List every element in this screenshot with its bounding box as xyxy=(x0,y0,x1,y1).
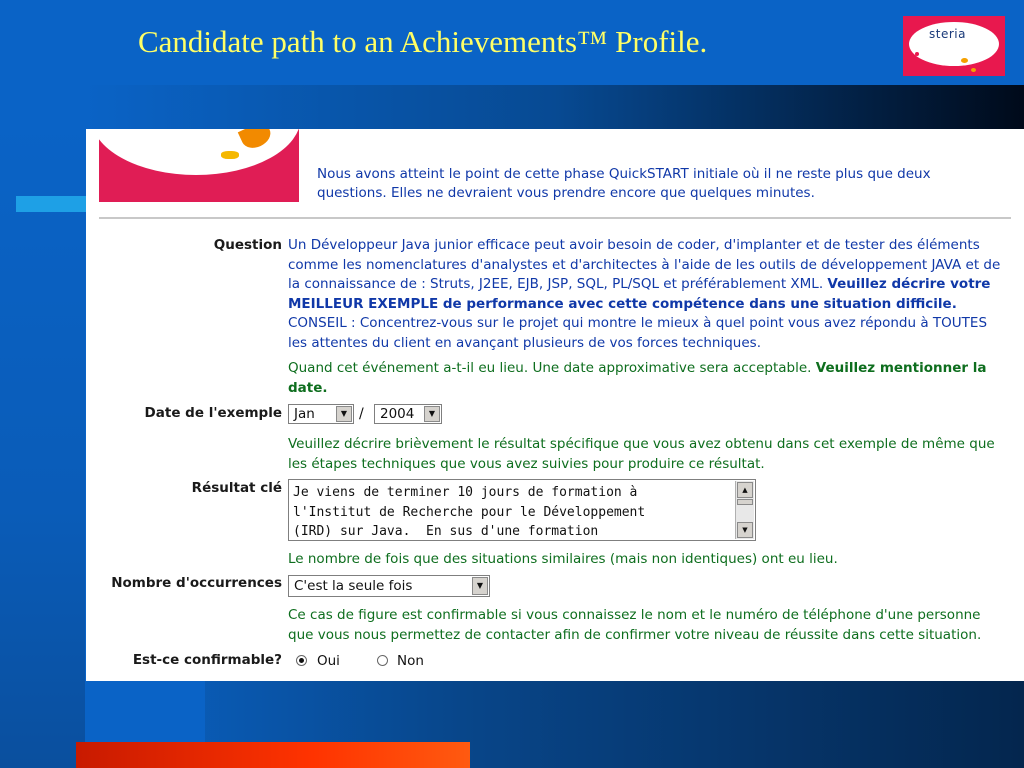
date-hint-bold: Veuillez mentionner la date. xyxy=(288,360,987,396)
top-gradient-band xyxy=(85,85,1024,129)
scroll-up-icon[interactable]: ▲ xyxy=(737,482,753,498)
chevron-down-icon[interactable]: ▼ xyxy=(336,406,352,422)
logo-dot xyxy=(915,52,919,56)
red-accent-bar xyxy=(76,742,470,768)
date-hint-text: Quand cet événement a-t-il eu lieu. Une date approximative sera acceptable. xyxy=(288,360,812,376)
date-hint xyxy=(288,359,1010,398)
cyan-accent-bar xyxy=(16,196,86,212)
hero-drop xyxy=(221,151,239,159)
year-select[interactable] xyxy=(374,404,442,424)
confirm-label: Est-ce confirmable? xyxy=(132,652,282,668)
date-label: Date de l'exemple xyxy=(144,405,282,421)
question-label: Question xyxy=(213,237,282,253)
left-background-strip xyxy=(0,120,85,768)
result-textarea-value[interactable]: Je viens de terminer 10 jours de formation à l'Institut de Recherche pour le Développement (IRD) sur Java. En sus d'une formation xyxy=(293,485,646,539)
question-text-part2: CONSEIL : Concentrez-vous sur le projet qui montre le mieux à quel point vous avez répondu à TOUTES les attentes du client en avançant plusieurs de vos forces techniques. xyxy=(288,315,988,351)
chevron-down-icon[interactable]: ▼ xyxy=(424,406,440,422)
result-label: Résultat clé xyxy=(191,480,282,496)
chevron-down-icon[interactable]: ▼ xyxy=(472,577,488,595)
brand-hero-image xyxy=(99,129,299,202)
separator-line xyxy=(99,217,1011,219)
month-select[interactable] xyxy=(288,404,354,424)
logo-text: steria xyxy=(929,27,966,41)
logo-dot xyxy=(971,68,976,72)
question-text-part1: Un Développeur Java junior efficace peut avoir besoin de coder, d'implanter et de tester des éléments comme les nomenclatures d'analystes et d'architectes à l'aide de les outils de développement JAVA et de la connaissance de : Struts, J2EE, EJB, JSP, SQL, PL/SQL et préférablement XML. xyxy=(288,237,1001,292)
month-value: Jan xyxy=(294,406,315,422)
result-hint: Veuillez décrire brièvement le résultat spécifique que vous avez obtenu dans cet exemple de même que les étapes techniques que vous avez suivies pour produire ce résultat. xyxy=(288,436,995,472)
form-panel xyxy=(86,129,1024,681)
slide-title: Candidate path to an Achievements™ Profile. xyxy=(138,24,708,59)
occurrences-value: C'est la seule fois xyxy=(294,578,413,594)
logo-dot xyxy=(961,58,968,63)
scroll-down-icon[interactable]: ▼ xyxy=(737,522,753,538)
occurrences-hint: Le nombre de fois que des situations similaires (mais non identiques) ont eu lieu. xyxy=(288,551,838,567)
radio-non-label[interactable]: Non xyxy=(397,653,424,669)
date-separator: / xyxy=(359,406,364,422)
confirm-hint: Ce cas de figure est confirmable si vous connaissez le nom et le numéro de téléphone d'une personne que vous nous permettez de contacter afin de confirmer votre niveau de réussite dans cette situation. xyxy=(288,607,982,643)
radio-oui[interactable] xyxy=(296,655,307,666)
year-value: 2004 xyxy=(380,406,415,422)
question-text xyxy=(288,236,1010,353)
radio-oui-label[interactable]: Oui xyxy=(317,653,340,669)
occurrences-select[interactable] xyxy=(288,575,490,597)
steria-logo xyxy=(903,16,1005,76)
intro-text: Nous avons atteint le point de cette phase QuickSTART initiale où il ne reste plus que deux questions. Elles ne devraient vous prendre encore que quelques minutes. xyxy=(317,166,931,201)
occurrences-label: Nombre d'occurrences xyxy=(111,575,282,591)
radio-non[interactable] xyxy=(377,655,388,666)
scroll-thumb[interactable] xyxy=(737,499,753,505)
question-text-bold: Veuillez décrire votre MEILLEUR EXEMPLE de performance avec cette compétence dans une situation difficile. xyxy=(288,276,991,312)
result-textarea[interactable] xyxy=(288,479,756,541)
textarea-scrollbar[interactable] xyxy=(735,481,754,539)
